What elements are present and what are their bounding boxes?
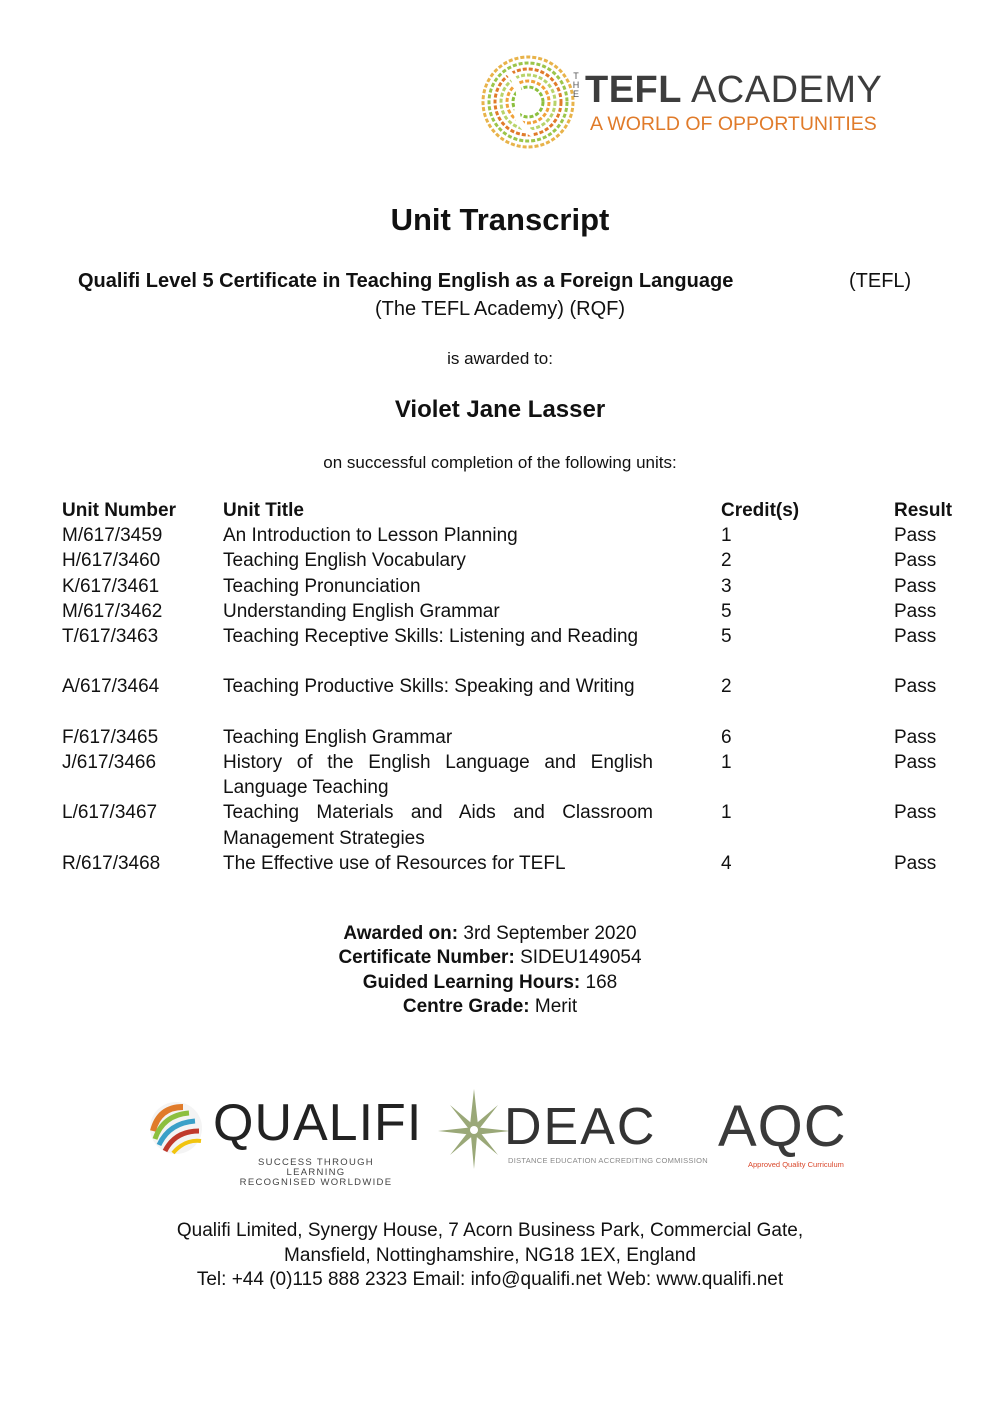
table-row bbox=[62, 574, 962, 599]
header-unit-title: Unit Title bbox=[223, 500, 304, 521]
unit-result: Pass bbox=[894, 600, 937, 622]
table-row bbox=[62, 599, 962, 624]
table-row bbox=[62, 674, 962, 724]
unit-credits: 4 bbox=[721, 852, 732, 874]
table-row bbox=[62, 800, 962, 850]
logo-brand-name: TEFL ACADEMY bbox=[585, 69, 883, 111]
unit-title: Teaching English Vocabulary bbox=[223, 550, 466, 572]
units-table bbox=[62, 498, 962, 876]
centre-grade: Centre Grade: Merit bbox=[402, 995, 578, 1017]
unit-title: Teaching English Grammar bbox=[223, 726, 453, 748]
table-row bbox=[62, 851, 962, 876]
unit-title: Teaching Materials and Aids and Classroom Management Strategies bbox=[223, 802, 653, 849]
unit-result: Pass bbox=[894, 751, 937, 773]
completion-text: on successful completion of the following units: bbox=[323, 453, 677, 472]
unit-number: M/617/3459 bbox=[62, 525, 163, 547]
tefl-academy-logo bbox=[478, 50, 898, 150]
unit-credits: 1 bbox=[721, 802, 732, 824]
awarded-on: Awarded on: 3rd September 2020 bbox=[343, 923, 637, 944]
unit-credits: 1 bbox=[721, 751, 732, 773]
table-row bbox=[62, 750, 962, 800]
qualifi-logo bbox=[145, 1093, 423, 1188]
unit-result: Pass bbox=[894, 625, 937, 647]
deac-logo bbox=[438, 1089, 708, 1179]
unit-result: Pass bbox=[894, 676, 937, 698]
footer-address bbox=[0, 1219, 980, 1293]
unit-number: J/617/3466 bbox=[62, 751, 157, 773]
unit-number: H/617/3460 bbox=[62, 550, 161, 572]
table-row bbox=[62, 725, 962, 750]
certificate-number: Certificate Number: SIDEU149054 bbox=[338, 947, 642, 969]
unit-title: The Effective use of Resources for TEFL bbox=[223, 852, 566, 874]
learner-name: Violet Jane Lasser bbox=[394, 396, 606, 423]
unit-number: F/617/3465 bbox=[62, 726, 159, 748]
deac-tagline: DISTANCE EDUCATION ACCREDITING COMMISSION bbox=[508, 1156, 708, 1165]
deac-star-icon bbox=[438, 1089, 510, 1169]
unit-result: Pass bbox=[894, 802, 937, 824]
logo-the-text: T H E bbox=[572, 71, 580, 99]
unit-title: History of the English Language and English Language Teaching bbox=[223, 751, 653, 799]
qualification-subtitle: (The TEFL Academy) (RQF) bbox=[374, 298, 626, 320]
partner-logos bbox=[0, 1085, 1000, 1188]
award-details bbox=[0, 922, 980, 1019]
unit-number: L/617/3467 bbox=[62, 802, 158, 824]
unit-title: Teaching Productive Skills: Speaking and Writing bbox=[223, 676, 635, 698]
unit-credits: 5 bbox=[721, 600, 732, 622]
qualification-name: Qualifi Level 5 Certificate in Teaching English as a Foreign Language bbox=[78, 270, 734, 292]
header-credits: Credit(s) bbox=[721, 500, 800, 521]
unit-number: M/617/3462 bbox=[62, 600, 163, 622]
header-unit-number: Unit Number bbox=[62, 500, 176, 521]
unit-result: Pass bbox=[894, 726, 937, 748]
units-table-header bbox=[62, 498, 962, 523]
logo-tagline: A WORLD OF OPPORTUNITIES bbox=[590, 113, 877, 135]
guided-learning-hours: Guided Learning Hours: 168 bbox=[362, 971, 618, 993]
footer-line-2: Mansfield, Nottinghamshire, NG18 1EX, England bbox=[284, 1244, 696, 1266]
unit-title: Understanding English Grammar bbox=[223, 600, 500, 622]
unit-result: Pass bbox=[894, 550, 937, 572]
header-result: Result bbox=[894, 500, 953, 521]
qualifi-wordmark: QUALIFI bbox=[213, 1094, 423, 1152]
unit-number: K/617/3461 bbox=[62, 575, 160, 597]
unit-number: T/617/3463 bbox=[62, 625, 159, 647]
footer-line-3: Tel: +44 (0)115 888 2323 Email: info@qualifi.net Web: www.qualifi.net bbox=[196, 1269, 784, 1290]
awarded-to-label: is awarded to: bbox=[447, 349, 553, 368]
table-row bbox=[62, 523, 962, 548]
qualifi-tagline: SUCCESS THROUGH LEARNING RECOGNISED WORLDWIDE bbox=[239, 1157, 393, 1188]
unit-credits: 2 bbox=[721, 550, 732, 572]
aqc-tagline: Approved Quality Curriculum bbox=[748, 1160, 844, 1169]
unit-credits: 6 bbox=[721, 726, 732, 748]
unit-result: Pass bbox=[894, 852, 937, 874]
unit-credits: 5 bbox=[721, 625, 732, 647]
table-row bbox=[62, 548, 962, 573]
unit-result: Pass bbox=[894, 575, 937, 597]
unit-number: R/617/3468 bbox=[62, 852, 161, 874]
unit-number: A/617/3464 bbox=[62, 676, 160, 698]
unit-title: Teaching Receptive Skills: Listening and Reading bbox=[223, 625, 639, 647]
table-row bbox=[62, 624, 962, 674]
unit-credits: 3 bbox=[721, 575, 732, 597]
aqc-wordmark: AQC bbox=[718, 1094, 847, 1159]
unit-title: An Introduction to Lesson Planning bbox=[223, 525, 518, 547]
qualifi-swirl-icon bbox=[145, 1097, 207, 1159]
page-title: Unit Transcript bbox=[390, 202, 610, 237]
qualification-abbr: (TEFL) bbox=[849, 270, 912, 292]
unit-result: Pass bbox=[894, 525, 937, 547]
unit-credits: 1 bbox=[721, 525, 732, 547]
unit-credits: 2 bbox=[721, 676, 732, 698]
footer-line-1: Qualifi Limited, Synergy House, 7 Acorn Business Park, Commercial Gate, bbox=[176, 1220, 804, 1241]
deac-wordmark: DEAC bbox=[504, 1098, 657, 1156]
tefl-globe-icon bbox=[478, 52, 578, 152]
aqc-logo bbox=[718, 1095, 878, 1175]
unit-title: Teaching Pronunciation bbox=[223, 575, 421, 597]
